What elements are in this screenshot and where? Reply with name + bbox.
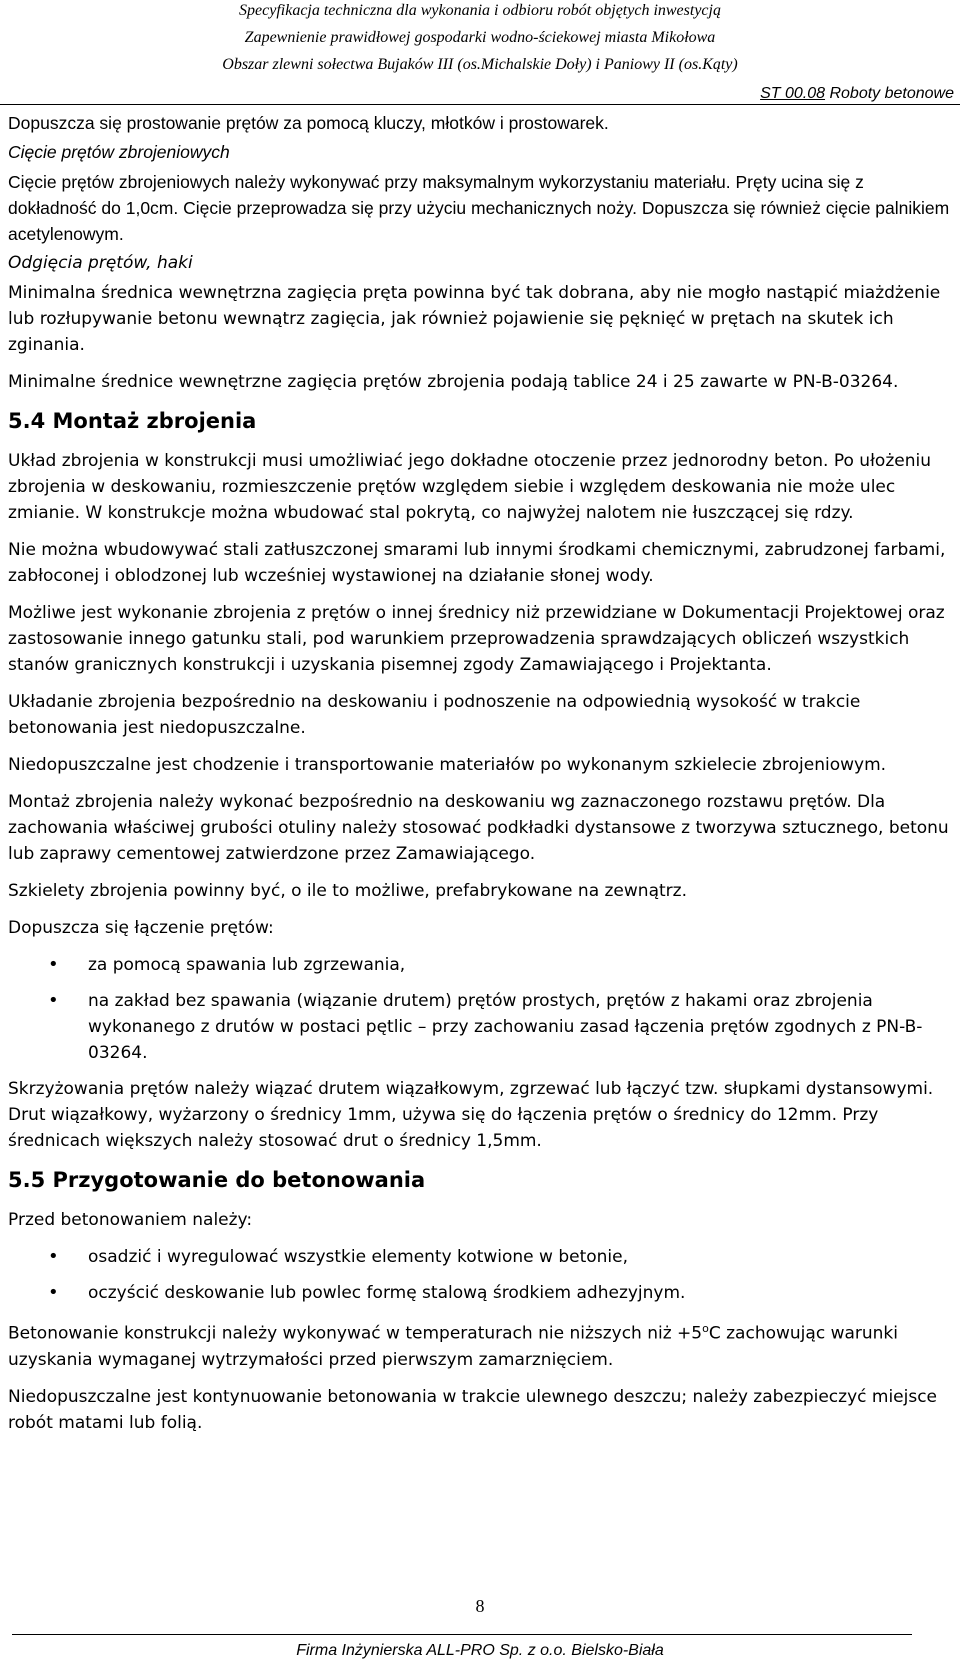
joining-methods-list — [8, 952, 953, 1066]
spec-code: ST 00.08 — [760, 85, 826, 102]
paragraph-bending-1: Minimalna średnica wewnętrzna zagięcia pręta powinna być tak dobrana, aby nie mogło nastąpić miażdżenie lub rozłupywanie betonu wewnątrz zagięcia, jak również pojawienie się pęknięć w prętach na skutek ich zginania. — [8, 283, 941, 355]
paragraph-5-4-7: Szkielety zbrojenia powinny być, o ile to możliwe, prefabrykowane na zewnątrz. — [8, 881, 687, 901]
footer-company: Firma Inżynierska ALL-PRO Sp. z o.o. Bielsko-Biała — [296, 1642, 664, 1659]
paragraph-5-5-2 — [8, 1316, 953, 1373]
page-number: 8 — [475, 1596, 485, 1616]
subheading-bending: Odgięcia prętów, haki — [8, 253, 193, 273]
paragraph-5-4-9: Skrzyżowania prętów należy wiązać drutem wiązałkowym, zgrzewać lub łączyć tzw. słupkami dystansowymi. Drut wiązałkowy, wyżarzony o średnicy 1mm, używa się do łączenia prętów o średnicy do 12mm. Przy średnicach większych należy stosować drut o średnicy 1,5mm. — [8, 1079, 934, 1151]
paragraph-5-5-3: Niedopuszczalne jest kontynuowanie betonowania w trakcie ulewnego deszczu; należy zabezpieczyć miejsce robót matami lub folią. — [8, 1386, 938, 1433]
header-divider — [0, 104, 960, 105]
header-area-name: Obszar zlewni sołectwa Bujaków III (os.Michalskie Doły) i Paniowy II (os.Kąty) — [222, 56, 738, 73]
preparation-list — [8, 1244, 953, 1306]
paragraph-5-4-3: Możliwe jest wykonanie zbrojenia z prętów o innej średnicy niż przewidziane w Dokumentacji Projektowej oraz zastosowanie innego gatunku stali, pod warunkiem przeprowadzenia sprawdzających obliczeń wszystkich stanów granicznych konstrukcji i uzyskania pisemnej zgody Zamawiającego i Projektanta. — [8, 603, 945, 675]
list-item: • oczyścić deskowanie lub powlec formę stalową środkiem adhezyjnym. — [8, 1280, 953, 1306]
temperature-text-post: C zachowując warunki uzyskania wymaganej wytrzymałości przed pierwszym zamarznięciem. — [8, 1323, 898, 1370]
paragraph-5-5-1: Przed betonowaniem należy: — [8, 1210, 253, 1230]
section-heading-5-4: 5.4 Montaż zbrojenia — [8, 409, 257, 433]
paragraph-5-4-8: Dopuszcza się łączenie prętów: — [8, 918, 274, 938]
section-heading-5-5: 5.5 Przygotowanie do betonowania — [8, 1168, 426, 1192]
spec-section-label — [0, 84, 954, 104]
list-item: • za pomocą spawania lub zgrzewania, — [8, 952, 953, 978]
paragraph-straightening: Dopuszcza się prostowanie prętów za pomocą kluczy, młotków i prostowarek. — [8, 113, 609, 133]
footer-divider — [12, 1634, 912, 1635]
paragraph-bending-2: Minimalne średnice wewnętrzne zagięcia prętów zbrojenia podają tablice 24 i 25 zawarte w PN-B-03264. — [8, 372, 899, 392]
header-spec-title: Specyfikacja techniczna dla wykonania i odbioru robót objętych inwestycją — [239, 2, 721, 19]
paragraph-5-4-4: Układanie zbrojenia bezpośrednio na deskowaniu i podnoszenie na odpowiednią wysokość w trakcie betonowania jest niedopuszczalne. — [8, 692, 861, 738]
paragraph-cutting: Cięcie prętów zbrojeniowych należy wykonywać przy maksymalnym wykorzystaniu materiału. Pręty ucina się z dokładność do 1,0cm. Cięcie przeprowadza się przy użyciu mechanicznych noży. Dopuszcza się również cięcie palnikiem acetylenowym. — [8, 172, 950, 244]
list-item: • na zakład bez spawania (wiązanie drutem) prętów prostych, prętów z hakami oraz zbrojenia wykonanego z drutów w postaci pętlic – przy zachowaniu zasad łączenia prętów zgodnych z PN-B-03264. — [8, 988, 953, 1066]
subheading-cutting: Cięcie prętów zbrojeniowych — [8, 142, 230, 162]
document-body — [8, 110, 953, 1447]
spec-section-title: Roboty betonowe — [829, 85, 954, 102]
temperature-text-pre: Betonowanie konstrukcji należy wykonywać w temperaturach nie niższych niż +5 — [8, 1323, 703, 1344]
paragraph-5-4-1: Układ zbrojenia w konstrukcji musi umożliwiać jego dokładne otoczenie przez jednorodny beton. Po ułożeniu zbrojenia w deskowaniu, rozmieszczenie prętów względem siebie i względem deskowania nie może ulec zmianie. W konstrukcje można wbudować stal pokrytą, co najwyżej nalotem nie łuszczącej się rdzy. — [8, 451, 931, 523]
paragraph-5-4-2: Nie można wbudowywać stali zatłuszczonej smarami lub innymi środkami chemicznymi, zabrudzonej farbami, zabłoconej i oblodzonej lub wcześniej wystawionej na działanie słonej wody. — [8, 540, 946, 586]
degree-superscript: o — [702, 1322, 709, 1335]
paragraph-5-4-5: Niedopuszczalne jest chodzenie i transportowanie materiałów po wykonanym szkielecie zbrojeniowym. — [8, 755, 887, 775]
list-item: • osadzić i wyregulować wszystkie elementy kotwione w betonie, — [8, 1244, 953, 1270]
header-project-name: Zapewnienie prawidłowej gospodarki wodno-ściekowej miasta Mikołowa — [244, 29, 716, 46]
paragraph-5-4-6: Montaż zbrojenia należy wykonać bezpośrednio na deskowaniu wg zaznaczonego rozstawu prętów. Dla zachowania właściwej grubości otuliny należy stosować podkładki dystansowe z tworzywa sztucznego, betonu lub zaprawy cementowej zatwierdzone przez Zamawiającego. — [8, 792, 949, 864]
